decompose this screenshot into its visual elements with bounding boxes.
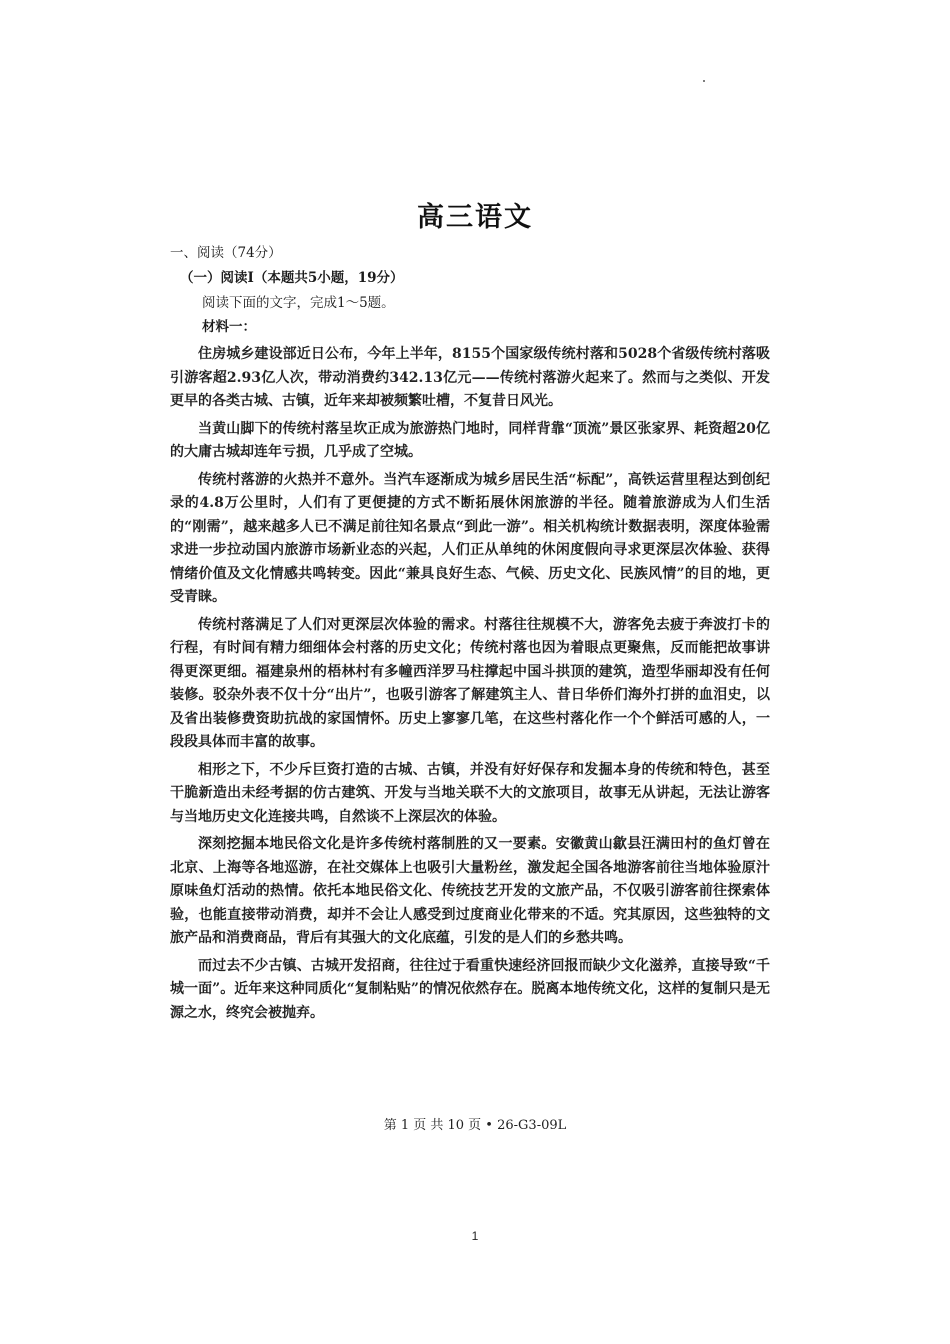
scan-speck: [703, 80, 705, 82]
subsection-heading: （一）阅读Ⅰ（本题共5小题，19分）: [180, 270, 404, 286]
paragraph: 相形之下，不少斥巨资打造的古城、古镇，并没有好好保存和发掘本身的传统和特色，甚至干脆新造出未经考据的仿古建筑、开发与当地关联不大的文旅项目，故事无从讲起，无法让游客与当地历史文化连接共鸣，自然谈不上深层次的体验。: [170, 761, 770, 825]
exam-page-info: 第 1 页 共 10 页 • 26-G3-09L: [383, 1118, 567, 1133]
page-title: 高三语文: [417, 202, 533, 233]
paragraph: 住房城乡建设部近日公布，今年上半年，8155个国家级传统村落和5028个省级传统村落吸引游客超2.93亿人次，带动消费约342.13亿元——传统村落游火起来了。然而与之类似、开发更早的各类古城、古镇，近年来却被频繁吐槽，不复昔日风光。: [170, 346, 770, 409]
paragraph: 传统村落满足了人们对更深层次体验的需求。村落往往规模不大，游客免去疲于奔波打卡的行程，有时间有精力细细体会村落的历史文化；传统村落也因为着眼点更聚焦，反而能把故事讲得更深更细。福建泉州的梧林村有多幢西洋罗马柱撑起中国斗拱顶的建筑，造型华丽却没有任何装修。驳杂外表不仅十分“出片”，也吸引游客了解建筑主人、昔日华侨们海外打拼的血泪史，以及省出装修费资助抗战的家国情怀。历史上寥寥几笔，在这些村落化作一个个鲜活可感的人，一段段具体而丰富的故事。: [170, 616, 770, 750]
page-number: 1: [471, 1229, 479, 1243]
paragraph: 深刻挖掘本地民俗文化是许多传统村落制胜的又一要素。安徽黄山歙县汪满田村的鱼灯曾在北京、上海等各地巡游，在社交媒体上也吸引大量粉丝，激发起全国各地游客前往当地体验原汁原味鱼灯活动的热情。依托本地民俗文化、传统技艺开发的文旅产品，不仅吸引游客前往探索体验，也能直接带动消费，却并不会让人感受到过度商业化带来的不适。究其原因，这些独特的文旅产品和消费商品，背后有其强大的文化底蕴，引发的是人们的乡愁共鸣。: [170, 836, 770, 946]
material-label: 材料一：: [202, 319, 256, 335]
document-body: [170, 243, 770, 1029]
paragraph: 当黄山脚下的传统村落呈坎正成为旅游热门地时，同样背靠“顶流”景区张家界、耗资超20亿的大庸古城却连年亏损，几乎成了空城。: [170, 420, 770, 460]
section-heading: 一、阅读（74分）: [170, 245, 282, 261]
paragraph: 传统村落游的火热并不意外。当汽车逐渐成为城乡居民生活“标配”，高铁运营里程达到创纪录的4.8万公里时，人们有了更便捷的方式不断拓展休闲旅游的半径。随着旅游成为人们生活的“刚需”，越来越多人已不满足前往知名景点“到此一游”。相关机构统计数据表明，深度体验需求进一步拉动国内旅游市场新业态的兴起，人们正从单纯的休闲度假向寻求更深层次体验、获得情绪价值及文化情感共鸣转变。因此“兼具良好生态、气候、历史文化、民族风情”的目的地，更受青睐。: [170, 471, 770, 605]
reading-instruction: 阅读下面的文字，完成1～5题。: [202, 295, 395, 311]
paragraph: 而过去不少古镇、古城开发招商，往往过于看重快速经济回报而缺少文化滋养，直接导致“千城一面”。近年来这种同质化“复制粘贴”的情况依然存在。脱离本地传统文化，这样的复制只是无源之水，终究会被抛弃。: [170, 957, 770, 1021]
